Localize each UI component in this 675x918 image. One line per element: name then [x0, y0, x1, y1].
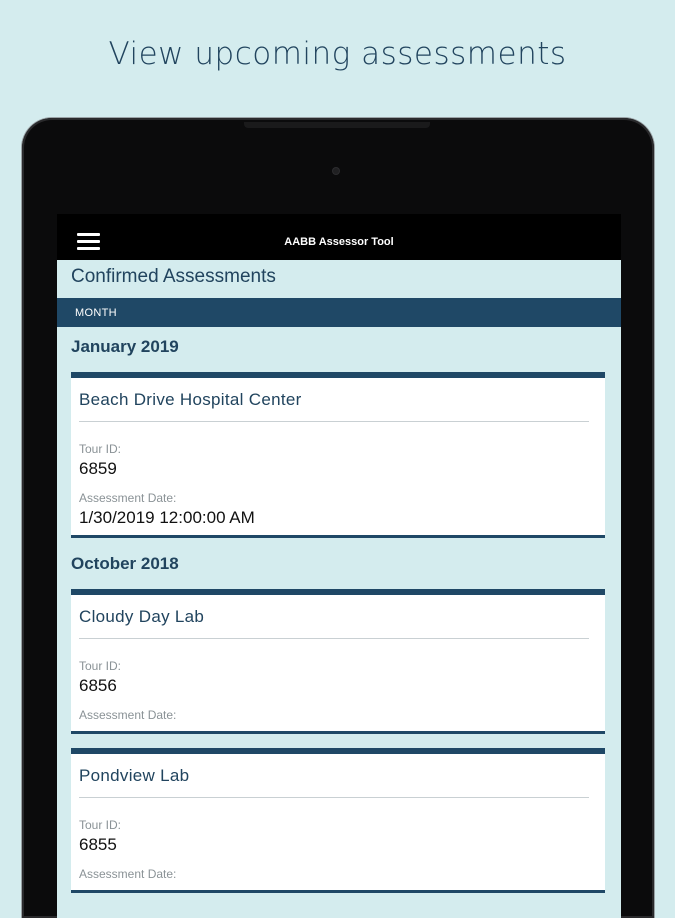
month-heading: January 2019 — [71, 337, 179, 356]
facility-name: Pondview Lab — [79, 766, 190, 785]
tour-id-value: 6855 — [79, 835, 117, 854]
app-screen — [57, 214, 621, 918]
assessment-date-label: Assessment Date: — [79, 491, 177, 505]
tablet-frame — [22, 118, 654, 918]
facility-name: Cloudy Day Lab — [79, 607, 205, 626]
tour-id-value: 6859 — [79, 459, 117, 478]
tour-id-value: 6856 — [79, 676, 117, 695]
app-title: AABB Assessor Tool — [284, 236, 394, 248]
card-divider — [79, 797, 589, 798]
facility-name: Beach Drive Hospital Center — [79, 390, 302, 409]
card-divider — [79, 421, 589, 422]
assessment-card[interactable] — [71, 748, 605, 893]
assessment-card[interactable] — [71, 589, 605, 734]
assessment-card[interactable] — [71, 372, 605, 538]
camera-icon — [333, 168, 339, 174]
tour-id-label: Tour ID: — [79, 818, 122, 832]
app-bar — [57, 214, 621, 260]
month-heading: October 2018 — [71, 554, 179, 573]
card-divider — [79, 638, 589, 639]
group-header-label: MONTH — [75, 307, 117, 319]
assessment-date-label: Assessment Date: — [79, 867, 177, 881]
assessment-date-value: 1/30/2019 12:00:00 AM — [79, 508, 255, 527]
assessment-date-label: Assessment Date: — [79, 708, 177, 722]
tour-id-label: Tour ID: — [79, 659, 122, 673]
page-title: Confirmed Assessments — [71, 266, 276, 287]
tour-id-label: Tour ID: — [79, 442, 122, 456]
promo-headline: View upcoming assessments — [108, 36, 567, 72]
tablet-notch — [244, 122, 430, 128]
group-header-bar — [57, 298, 621, 327]
